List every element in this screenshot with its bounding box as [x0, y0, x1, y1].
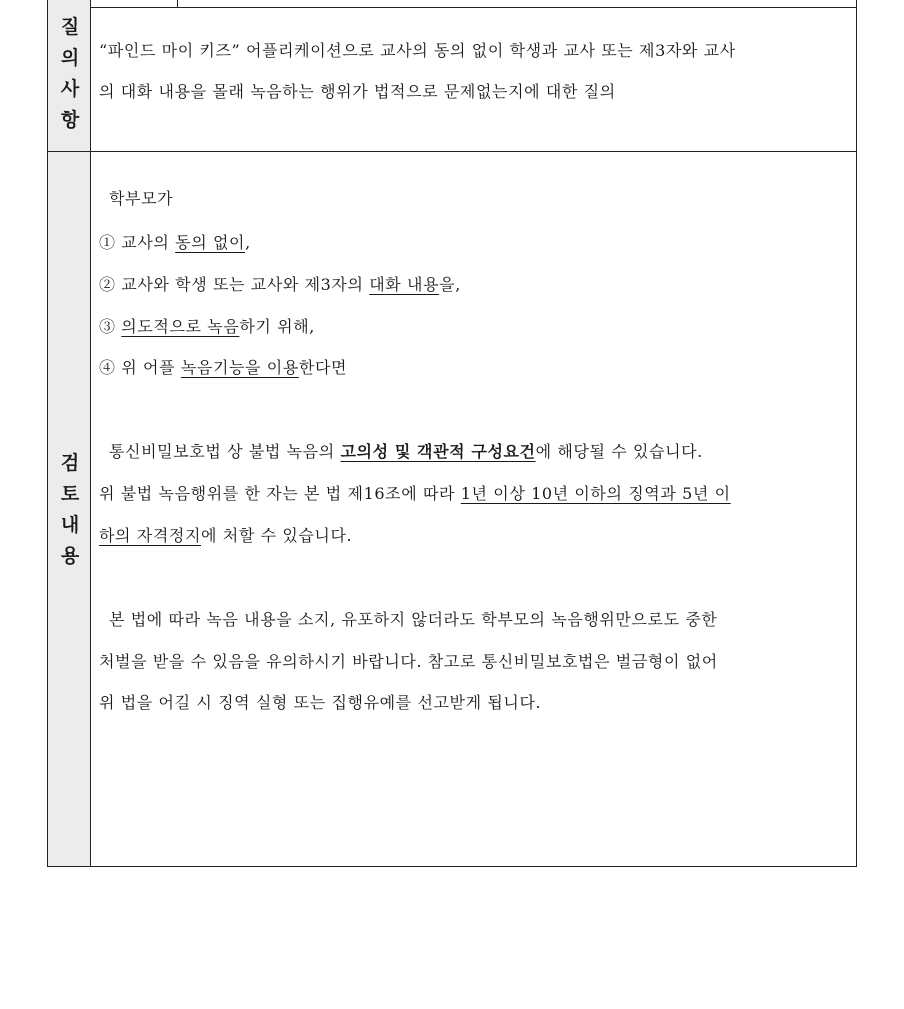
item-underlined-text: 의도적으로 녹음 [121, 317, 240, 336]
para2-line: 본 법에 따라 녹음 내용을 소지, 유포하지 않더라도 학부모의 녹음행위만으로도 중한 [109, 610, 718, 629]
para-text: 에 처할 수 있습니다. [201, 526, 353, 545]
para-underlined-text: 1년 이상 10년 이하의 징역과 5년 이 [460, 484, 731, 503]
para-bold-underlined-text: 고의성 및 객관적 구성요건 [340, 442, 536, 461]
item-text: ① 교사의 [99, 233, 176, 252]
item-text: 한다면 [298, 358, 348, 377]
item-underlined-text: 대화 내용 [369, 275, 440, 294]
question-label-char: 의 [60, 47, 80, 69]
item-text: ④ 위 어플 [99, 358, 181, 377]
item-text: 하기 위해, [239, 317, 315, 336]
review-label-char: 검 [60, 452, 80, 474]
item-text: ③ [99, 317, 122, 336]
question-label-char: 질 [60, 16, 80, 38]
review-header-cell [47, 152, 91, 867]
para1-line-2 [99, 481, 731, 504]
consultation-table [47, 0, 857, 867]
para-underlined-text: 하의 자격정지 [99, 526, 202, 545]
para-text: 위 불법 녹음행위를 한 자는 본 법 제16조에 따라 [99, 484, 461, 503]
item-underlined-text: 동의 없이 [175, 233, 246, 252]
question-line: 의 대화 내용을 몰래 녹음하는 행위가 법적으로 문제없는지에 대한 질의 [99, 82, 616, 101]
question-label [48, 12, 92, 136]
review-label-char: 용 [60, 545, 80, 567]
item-underlined-text: 녹음기능을 이용 [180, 358, 299, 377]
para1-line-3 [99, 523, 352, 546]
review-body-cell [91, 152, 857, 867]
question-line: “파인드 마이 키즈” 어플리케이션으로 교사의 동의 없이 학생과 교사 또는 제3자와 교사 [99, 41, 736, 60]
review-label-char: 내 [60, 514, 80, 536]
para2-line: 처벌을 받을 수 있음을 유의하시기 바랍니다. 참고로 통신비밀보호법은 벌금형이 없어 [99, 652, 718, 671]
para1-line-1 [109, 439, 703, 462]
para-text: 에 해당될 수 있습니다. [535, 442, 703, 461]
review-label-char: 토 [60, 483, 80, 505]
review-item-1 [99, 230, 251, 253]
review-item-4 [99, 355, 347, 378]
para-text: 통신비밀보호법 상 불법 녹음의 [109, 442, 341, 461]
item-text: 을, [439, 275, 461, 294]
item-text: , [245, 233, 251, 252]
para2-line: 위 법을 어길 시 징역 실형 또는 집행유예를 선고받게 됩니다. [99, 693, 542, 712]
question-body-cell [91, 0, 857, 152]
question-header-cell [47, 0, 91, 152]
review-item-3 [99, 314, 315, 337]
question-label-char: 항 [60, 109, 80, 131]
question-label-char: 사 [60, 78, 80, 100]
review-item-2 [99, 272, 461, 295]
review-intro: 학부모가 [109, 189, 174, 208]
review-label [48, 448, 92, 572]
item-text: ② 교사와 학생 또는 교사와 제3자의 [99, 275, 370, 294]
